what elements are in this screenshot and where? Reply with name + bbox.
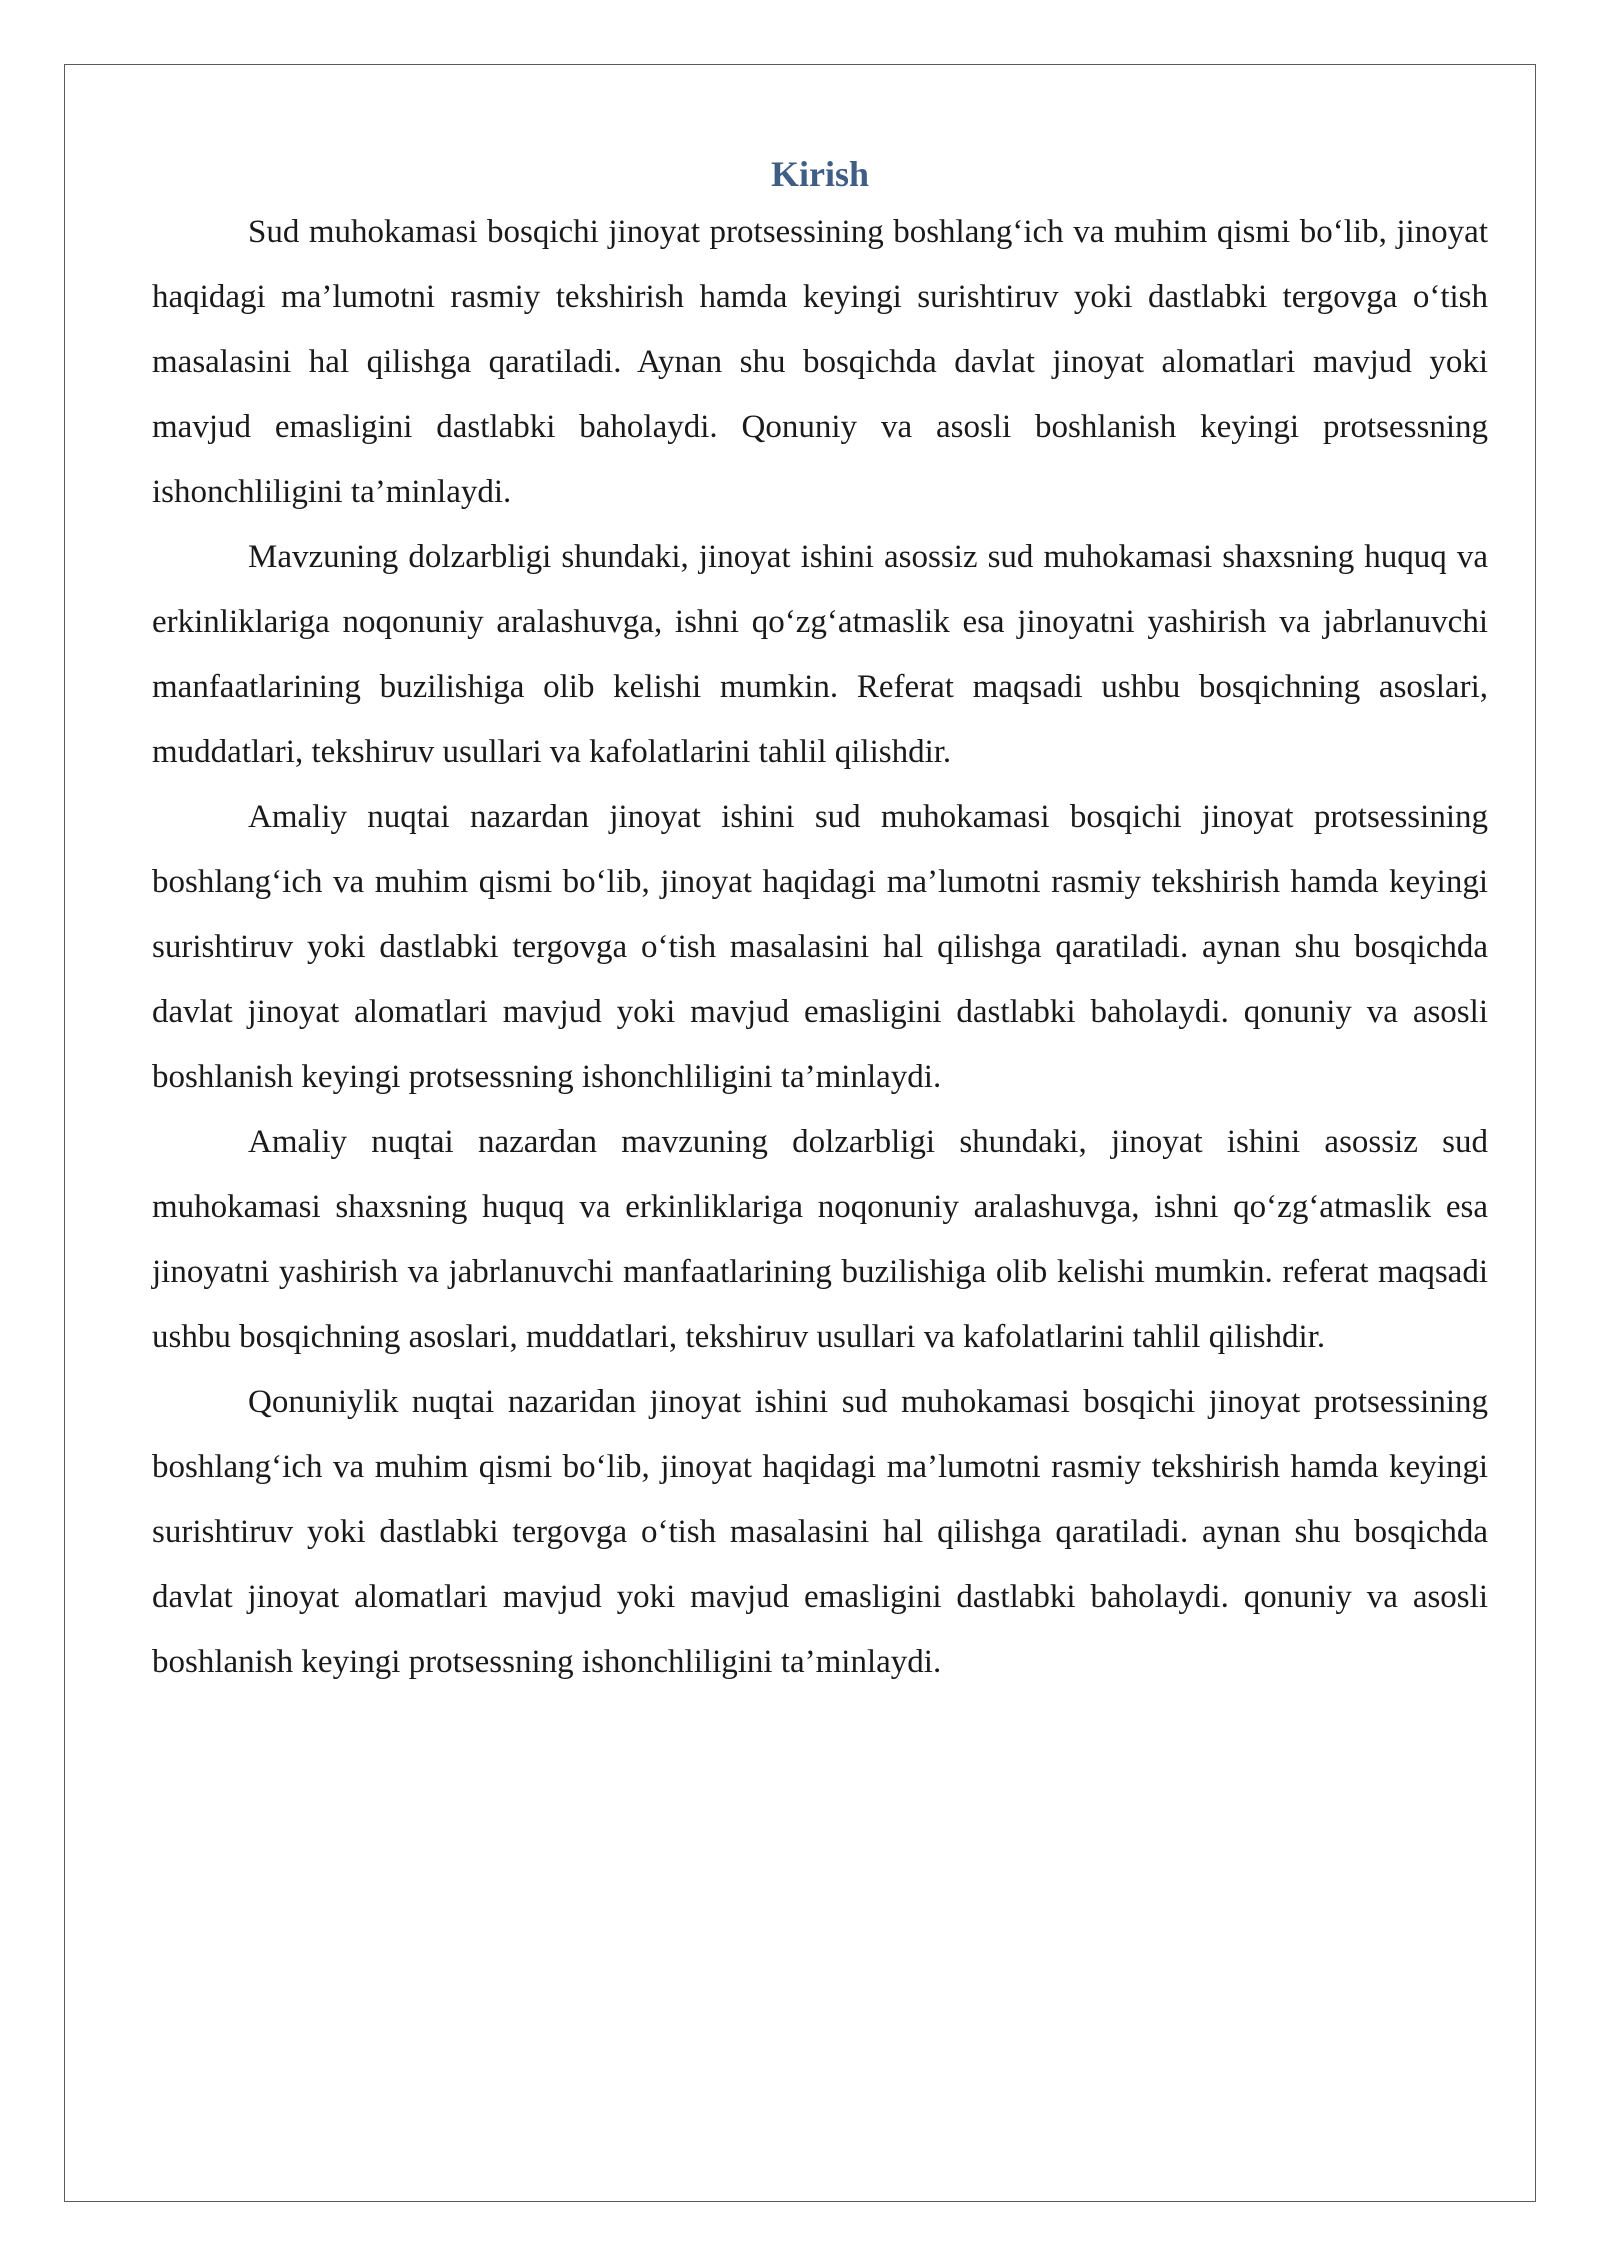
paragraph-5: Qonuniylik nuqtai nazaridan jinoyat ishini sud muhokamasi bosqichi jinoyat protsessining boshlang‘ich va muhim qismi bo‘lib, jinoyat haqidagi ma’lumotni rasmiy tekshirish hamda keyingi surishtiruv yoki dastlabki tergovga o‘tish masalasini hal qilishga qaratiladi. aynan shu bosqichda davlat jinoyat alomatlari mavjud yoki mavjud emasligini dastlabki baholaydi. qonuniy va asosli boshlanish keyingi protsessning ishonchliligini ta’minlaydi. <box>152 1384 1488 1680</box>
document-body <box>152 148 1488 1695</box>
document-title: Kirish <box>770 154 869 194</box>
paragraph-3: Amaliy nuqtai nazardan jinoyat ishini sud muhokamasi bosqichi jinoyat protsessining boshlang‘ich va muhim qismi bo‘lib, jinoyat haqidagi ma’lumotni rasmiy tekshirish hamda keyingi surishtiruv yoki dastlabki tergovga o‘tish masalasini hal qilishga qaratiladi. aynan shu bosqichda davlat jinoyat alomatlari mavjud yoki mavjud emasligini dastlabki baholaydi. qonuniy va asosli boshlanish keyingi protsessning ishonchliligini ta’minlaydi. <box>152 799 1488 1095</box>
paragraph-4: Amaliy nuqtai nazardan mavzuning dolzarbligi shundaki, jinoyat ishini asossiz sud muhokamasi shaxsning huquq va erkinliklariga noqonuniy aralashuvga, ishni qo‘zg‘atmaslik esa jinoyatni yashirish va jabrlanuvchi manfaatlarining buzilishiga olib kelishi mumkin. referat maqsadi ushbu bosqichning asoslari, muddatlari, tekshiruv usullari va kafolatlarini tahlil qilishdir. <box>152 1124 1488 1355</box>
paragraph-1: Sud muhokamasi bosqichi jinoyat protsessining boshlang‘ich va muhim qismi bo‘lib, jinoyat haqidagi ma’lumotni rasmiy tekshirish hamda keyingi surishtiruv yoki dastlabki tergovga o‘tish masalasini hal qilishga qaratiladi. Aynan shu bosqichda davlat jinoyat alomatlari mavjud yoki mavjud emasligini dastlabki baholaydi. Qonuniy va asosli boshlanish keyingi protsessning ishonchliligini ta’minlaydi. <box>152 214 1488 510</box>
paragraph-2: Mavzuning dolzarbligi shundaki, jinoyat ishini asossiz sud muhokamasi shaxsning huquq va erkinliklariga noqonuniy aralashuvga, ishni qo‘zg‘atmaslik esa jinoyatni yashirish va jabrlanuvchi manfaatlarining buzilishiga olib kelishi mumkin. Referat maqsadi ushbu bosqichning asoslari, muddatlari, tekshiruv usullari va kafolatlarini tahlil qilishdir. <box>152 539 1488 770</box>
